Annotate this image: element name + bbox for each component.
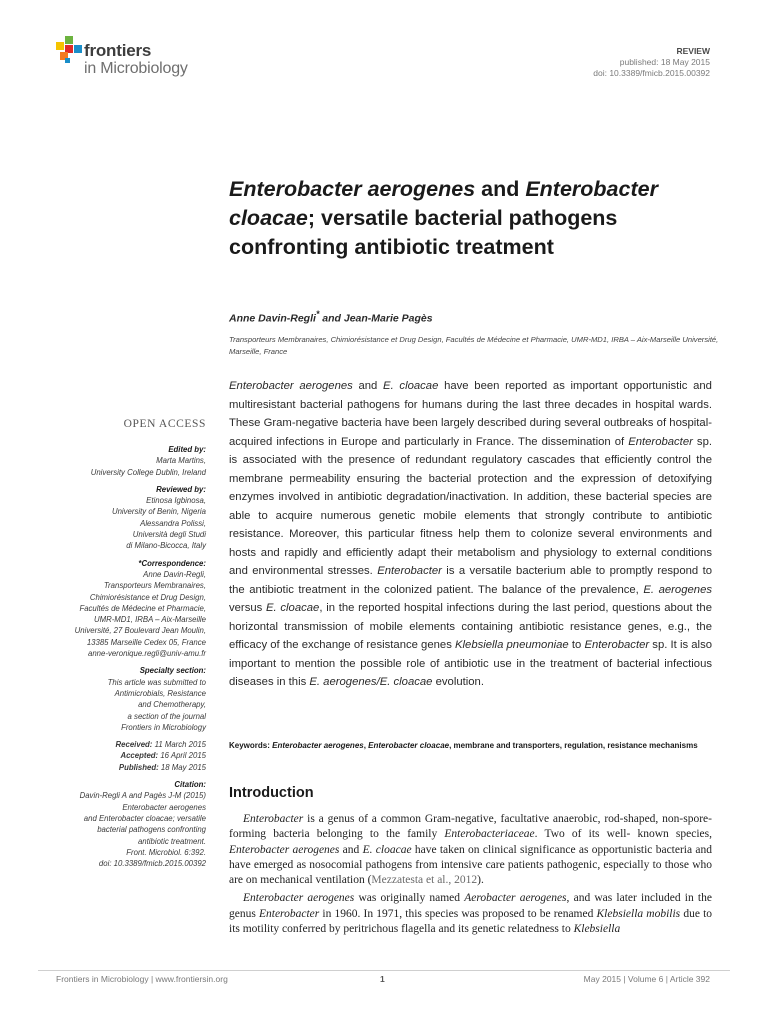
- published-date-sidebar: [36, 762, 206, 773]
- text-run: ).: [477, 874, 484, 887]
- title-species-1: Enterobacter aerogenes: [229, 177, 476, 201]
- received-date: [36, 739, 206, 750]
- correspondence-line: Transporteurs Membranaires,: [103, 581, 206, 591]
- italic-term: Enterobacter aerogenes: [243, 892, 355, 905]
- corresponding-mark: *: [315, 309, 320, 319]
- text-run: sp. is associated with the presence of redundant regulatory cascades that efficiently control the membrane permeability ensuring the bacterial protection and the expression of detoxifying enzymes involved in antibiotic degradation/inactivation. In addition, these bacterial species are able to acquire numerous genetic mobile elements that strongly contribute to antibiotic resistance. Moreover, this particular fitness help them to colonize several environments and hosts and rapidly and efficiently adapt their metabolism and physiology to external conditions and environmental stresses.: [229, 435, 712, 577]
- journal-logo: [56, 36, 236, 82]
- reviewer-line: Alessandra Polissi,: [140, 518, 206, 528]
- correspondence-line: 13385 Marseille Cedex 05, France: [86, 637, 206, 647]
- text-run: . Two of its well- known species,: [534, 828, 712, 841]
- specialty-section-block: [36, 665, 206, 733]
- title-rest: ; versatile bacterial pathogens confronting antibiotic treatment: [229, 206, 618, 259]
- affiliation: Transporteurs Membranaires, Chimiorésistance et Drug Design, Facultés de Médecine et Pharmacie, UMR-MD1, IRBA – Aix-Marseille Université, Marseille, France: [229, 335, 719, 356]
- specialty-section-label: Specialty section:: [139, 666, 206, 676]
- text-run: was originally named: [354, 892, 465, 905]
- text-run: is a genus of a common Gram-negative, facultative anaerobic, rod-shaped, non-spore-forming bacteria belonging to the family: [229, 813, 712, 841]
- specialty-line: Frontiers in Microbiology: [121, 722, 206, 732]
- citation-doi[interactable]: doi: 10.3389/fmicb.2015.00392: [98, 859, 206, 869]
- italic-term: Enterobacter: [243, 813, 304, 825]
- text-run: evolution.: [432, 676, 484, 688]
- text-run: sp. It is also important to mention the possible role of antibiotic use in the treatment of bacterial infectious diseases in this: [229, 639, 712, 688]
- footer-volume-info: May 2015 | Volume 6 | Article 392: [583, 974, 710, 984]
- reviewed-by-label: Reviewed by:: [156, 484, 206, 494]
- italic-term: Enterobacter aerogenes: [229, 843, 340, 856]
- citation-line: bacterial pathogens confronting: [97, 825, 206, 835]
- reviewer-line: University of Benin, Nigeria: [111, 507, 206, 517]
- text-run: in 1960. In 1971, this species was proposed to be renamed: [319, 907, 597, 920]
- journal-subname: in Microbiology: [84, 60, 188, 77]
- keywords-list: [272, 741, 698, 750]
- italic-term: E. cloacae: [362, 843, 412, 856]
- citation-line: Front. Microbiol. 6:392.: [126, 847, 206, 857]
- text-run: ,: [363, 741, 369, 750]
- citation-block: [36, 779, 206, 869]
- page-number: 1: [380, 974, 385, 984]
- correspondence-block: [36, 558, 206, 660]
- citation-line: Davin-Regli A and Pagès J-M (2015): [79, 791, 206, 801]
- published-date: published: 18 May 2015: [619, 57, 710, 67]
- dates-block: [36, 739, 206, 773]
- citation-line: antibiotic treatment.: [137, 836, 206, 846]
- text-run: and: [352, 380, 384, 392]
- specialty-line: This article was submitted to: [107, 677, 206, 687]
- citation-link[interactable]: Mezzatesta et al., 2012: [371, 874, 478, 887]
- edited-by-label: Edited by:: [168, 445, 206, 454]
- correspondence-line: Facultés de Médecine et Pharmacie,: [79, 603, 206, 613]
- italic-term: E. aerogenes: [643, 583, 712, 596]
- italic-term: Enterobacter aerogenes: [229, 380, 353, 392]
- text-run: , in the reported hospital infections during the last period, questions about the horizontal transmission of mobile elements containing antibiotic resistance genes, e.g., the efficacy of the exchange of resistance genes: [229, 602, 712, 651]
- abstract: [229, 377, 712, 692]
- journal-name: frontiers: [84, 41, 152, 60]
- specialty-line: Antimicrobials, Resistance: [114, 688, 206, 698]
- text-run: is a versatile bacterium able to promptly respond to the antibiotic treatment in the colonized patient. The balance of the prevalence,: [229, 565, 712, 596]
- text-run: , and was later included in the genus: [229, 892, 712, 920]
- published-value: 18 May 2015: [160, 762, 206, 772]
- correspondence-label: *Correspondence:: [138, 558, 206, 568]
- italic-term: Enterobacter aerogenes: [272, 741, 364, 750]
- text-run: due to its motility conferred by peritrichous flagella and its genetic relatedness to: [229, 907, 713, 936]
- text-run: have been reported as important opportunistic and multiresistant bacterial pathogens for humans during the last three decades in hospital wards. These Gram-negative bacteria have been largely described during several outbreaks of hospital-acquired infections in Europe and particularly in France. The dissemination of: [229, 380, 712, 448]
- correspondence-line: UMR-MD1, IRBA – Aix-Marseille: [93, 615, 206, 625]
- italic-term: Enterobacter: [258, 907, 320, 920]
- intro-paragraph-1: [229, 812, 712, 888]
- published-label: Published:: [118, 762, 159, 772]
- footer-divider: [38, 970, 730, 971]
- article-meta: [593, 46, 710, 79]
- editor-line: University College Dublin, Ireland: [90, 467, 206, 477]
- received-label: Received:: [115, 740, 153, 750]
- reviewer-line: Università degli Studi: [132, 530, 206, 540]
- reviewer-line: Etinosa Igbinosa,: [146, 496, 206, 506]
- italic-term: Enterobacter: [377, 565, 442, 577]
- footer-journal-link[interactable]: Frontiers in Microbiology | www.frontiersin.org: [56, 974, 228, 984]
- correspondence-email[interactable]: anne-veronique.regli@univ-amu.fr: [88, 649, 206, 659]
- keywords-label: Keywords:: [229, 741, 273, 750]
- italic-term: E. cloacae: [266, 602, 320, 614]
- specialty-line: a section of the journal: [127, 711, 206, 721]
- frontiers-logo-icon: [56, 36, 82, 66]
- italic-term: Aerobacter aerogenes: [464, 892, 567, 905]
- reviewer-line: di Milano-Bicocca, Italy: [126, 541, 206, 551]
- editor-line: Marta Martins,: [156, 456, 206, 466]
- text-run: , membrane and transporters, regulation, resistance mechanisms: [449, 741, 698, 750]
- article-title: [229, 175, 729, 262]
- italic-term: Enterobacteriaceae: [444, 828, 535, 841]
- correspondence-line: Anne Davin-Regli,: [143, 569, 206, 579]
- accepted-value: 16 April 2015: [160, 751, 206, 761]
- italic-term: E. cloacae: [383, 380, 439, 392]
- author-1[interactable]: Anne Davin-Regli: [229, 312, 316, 325]
- article-sidebar: [36, 444, 206, 875]
- citation-label: Citation:: [174, 780, 206, 790]
- italic-term: Enterobacter cloacae: [368, 741, 450, 750]
- title-species-2: Enterobacter cloacae: [229, 177, 658, 230]
- accepted-label: Accepted:: [120, 751, 159, 761]
- italic-term: Klebsiella: [573, 923, 621, 936]
- section-heading-introduction: Introduction: [229, 785, 314, 801]
- correspondence-line: Université, 27 Boulevard Jean Moulin,: [74, 626, 206, 636]
- author-conjunction: and: [319, 312, 344, 325]
- italic-term: Klebsiella pneumoniae: [455, 639, 569, 651]
- reviewed-by-block: [36, 484, 206, 552]
- article-doi[interactable]: doi: 10.3389/fmicb.2015.00392: [593, 68, 710, 78]
- italic-term: Enterobacter: [584, 639, 650, 651]
- text-run: and: [339, 843, 363, 856]
- received-value: 11 March 2015: [154, 740, 206, 750]
- correspondence-line: Chimiorésistance et Drug Design,: [89, 592, 206, 602]
- text-run: versus: [229, 602, 266, 614]
- italic-term: Enterobacter: [628, 435, 693, 448]
- author-list: [229, 309, 433, 325]
- text-run: have taken on clinical significance as opportunistic bacteria and have emerged as nosocomial pathogens from intensive care patients pathogenic, especially to those who are on mechanical ventilation (: [229, 843, 712, 887]
- accepted-date: [36, 750, 206, 761]
- italic-term: Klebsiella mobilis: [596, 907, 681, 920]
- intro-paragraph-2: [229, 891, 712, 937]
- open-access-label: OPEN ACCESS: [123, 418, 206, 430]
- title-and: and: [475, 177, 526, 201]
- specialty-line: and Chemotherapy,: [138, 700, 206, 710]
- citation-line: Enterobacter aerogenes: [122, 802, 206, 812]
- article-type: REVIEW: [676, 46, 710, 56]
- text-run: to: [568, 639, 585, 651]
- introduction-body: [229, 812, 712, 937]
- citation-line: and Enterobacter cloacae; versatile: [83, 813, 206, 823]
- keywords: [229, 740, 712, 751]
- author-2[interactable]: Jean-Marie Pagès: [343, 312, 433, 325]
- italic-term: E. aerogenes/E. cloacae: [309, 676, 433, 688]
- edited-by-block: [36, 444, 206, 478]
